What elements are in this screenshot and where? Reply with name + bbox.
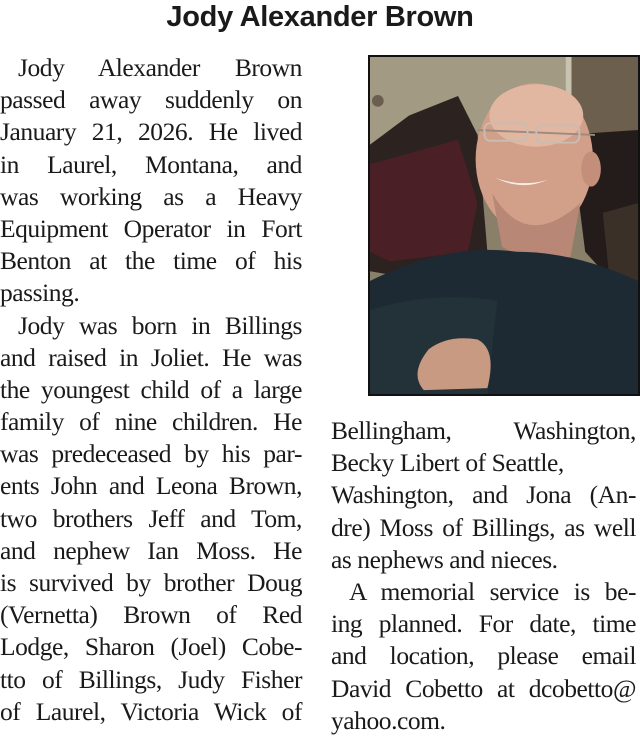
text-line: Jody was born in Billings	[18, 310, 302, 340]
text-line: ing planned. For date, time	[331, 609, 636, 639]
left-text-column	[0, 52, 302, 728]
portrait-photo	[368, 55, 640, 396]
text-line: January 21, 2026. He lived	[0, 117, 302, 147]
text-line: Equipment Operator in Fort	[0, 213, 302, 243]
text-line: (Vernetta) Brown of Red	[0, 600, 302, 630]
text-line: Lodge, Sharon (Joel) Cobe-	[0, 632, 302, 662]
text-line: is survived by brother Doug	[0, 568, 302, 597]
text-line: ents John and Leona Brown,	[0, 471, 302, 501]
text-line: and location, please email	[331, 641, 636, 671]
text-line: the youngest child of a large	[0, 374, 302, 404]
text-line: two brothers Jeff and Tom,	[0, 503, 302, 533]
text-line: dre) Moss of Billings, as well	[331, 512, 636, 542]
text-line: as nephews and nieces.	[331, 544, 558, 574]
portrait-image	[370, 57, 638, 394]
text-line: Becky Libert of Seattle,	[331, 448, 564, 478]
text-line: tto of Billings, Judy Fisher	[0, 664, 302, 694]
obituary-title: Jody Alexander Brown	[166, 1, 474, 33]
text-line: family of nine children. He	[0, 407, 302, 437]
text-line: Bellingham, Washington,	[331, 416, 636, 445]
right-text-column	[331, 415, 636, 737]
text-line: A memorial service is be-	[349, 576, 636, 606]
text-line: and nephew Ian Moss. He	[0, 535, 302, 565]
text-line: of Laurel, Victoria Wick of	[0, 696, 302, 726]
text-line: Washington, and Jona (An-	[331, 480, 636, 510]
text-line: was predeceased by his par-	[0, 439, 302, 469]
text-line: yahoo.com.	[331, 705, 446, 735]
text-line: and raised in Joliet. He was	[0, 342, 302, 372]
text-line: Jody Alexander Brown	[18, 53, 302, 82]
text-line: passing.	[0, 278, 80, 308]
text-line: in Laurel, Montana, and	[0, 149, 302, 179]
text-line: was working as a Heavy	[0, 181, 302, 211]
text-line: passed away suddenly on	[0, 85, 302, 115]
text-line: David Cobetto at dcobetto@	[331, 673, 636, 703]
text-line: Benton at the time of his	[0, 246, 302, 276]
